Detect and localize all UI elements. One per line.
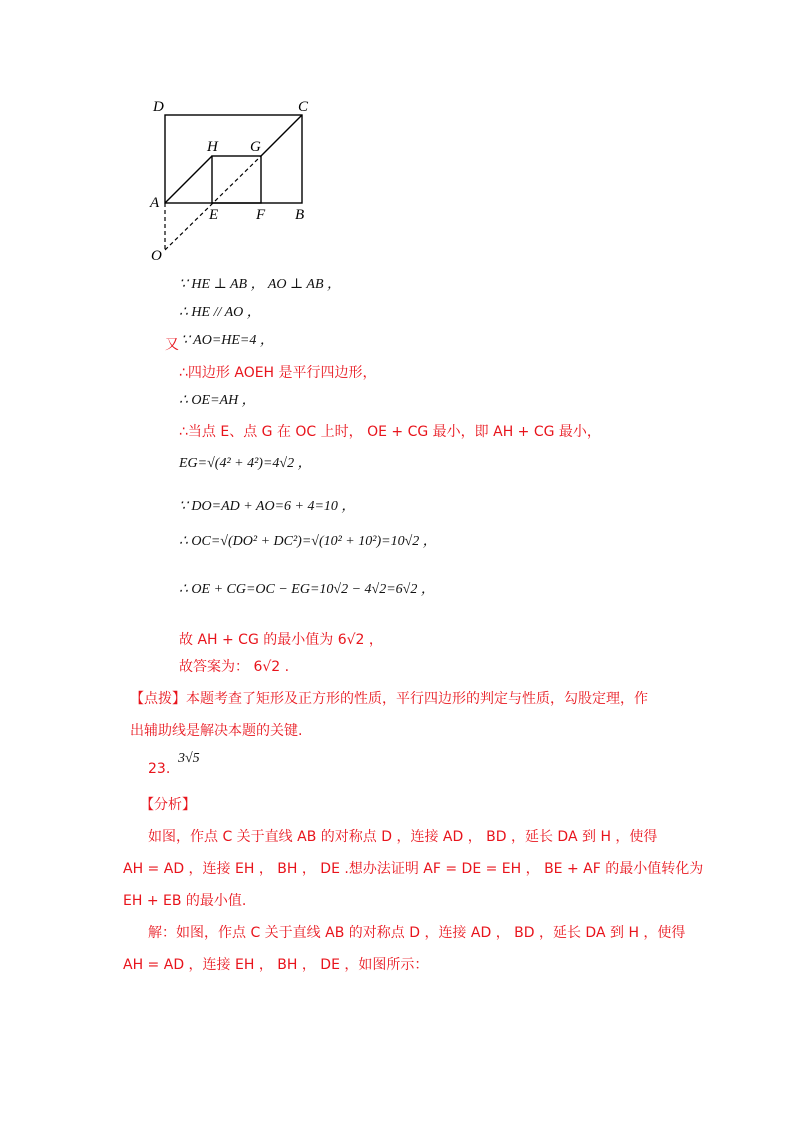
label-f: F xyxy=(256,207,266,223)
analysis-header: 【分析】 xyxy=(140,797,196,813)
solution-line-7: EG=√(4² + 4²)=4√2 ， xyxy=(179,456,312,471)
label-a: A xyxy=(150,195,160,211)
label-b: B xyxy=(295,207,305,223)
label-c: C xyxy=(298,99,309,115)
geometry-figure xyxy=(140,95,320,270)
label-o: O xyxy=(151,248,162,264)
segment-ah xyxy=(165,156,212,203)
rectangle-abcd xyxy=(165,115,302,203)
label-g: G xyxy=(250,139,261,155)
analysis-paragraph-3: EH + EB 的最小值. xyxy=(123,893,247,909)
analysis-paragraph-1: 如图，作点 C 关于直线 AB 的对称点 D ，连接 AD ， BD ，延长 DA 到 H ，使得 xyxy=(148,829,658,845)
solution-line-11: 故 AH + CG 的最小值为 6√2 ， xyxy=(179,632,383,648)
solution-line-9: ∴ OC=√(DO² + DC²)=√(10² + 10²)=10√2 ， xyxy=(179,534,437,549)
solution-line-6: ∴当点 E、点 G 在 OC 上时， OE + CG 最小，即 AH + CG 最小， xyxy=(179,424,601,440)
solution-line-4: ∴四边形 AOEH 是平行四边形， xyxy=(179,365,377,381)
solution-paragraph-1: 解：如图，作点 C 关于直线 AB 的对称点 D ，连接 AD ， BD ，延长 DA 到 H ，使得 xyxy=(148,925,686,941)
solution-line-1: ∵ HE ⊥ AB ， AO ⊥ AB ， xyxy=(179,277,342,292)
label-e: E xyxy=(209,207,219,223)
solution-line-2: ∴ HE // AO ， xyxy=(179,305,261,320)
label-h: H xyxy=(207,139,218,155)
question-answer: 3√5 xyxy=(178,751,200,766)
solution-line-12: 故答案为： 6√2 . xyxy=(179,659,290,675)
solution-line-3: ∵ AO=HE=4 ， xyxy=(181,333,274,348)
solution-paragraph-2: AH = AD ，连接 EH ， BH ， DE ，如图所示： xyxy=(123,957,429,973)
solution-line-5: ∴ OE=AH ， xyxy=(179,393,256,408)
analysis-paragraph-2: AH = AD ，连接 EH ， BH ， DE .想办法证明 AF = DE = EH ， BE + AF 的最小值转化为 xyxy=(123,861,704,877)
solution-line-3-prefix: 又 xyxy=(165,337,179,353)
question-number: 23. xyxy=(148,761,171,777)
label-d: D xyxy=(153,99,164,115)
comment-line-2: 出辅助线是解决本题的关键. xyxy=(130,723,303,739)
comment-line-1: 【点拨】本题考查了矩形及正方形的性质，平行四边形的判定与性质，勾股定理，作 xyxy=(130,691,648,707)
segment-gc xyxy=(261,115,302,156)
solution-line-10: ∴ OE + CG=OC − EG=10√2 − 4√2=6√2 ， xyxy=(179,582,435,597)
solution-line-8: ∵ DO=AD + AO=6 + 4=10 ， xyxy=(179,499,356,514)
